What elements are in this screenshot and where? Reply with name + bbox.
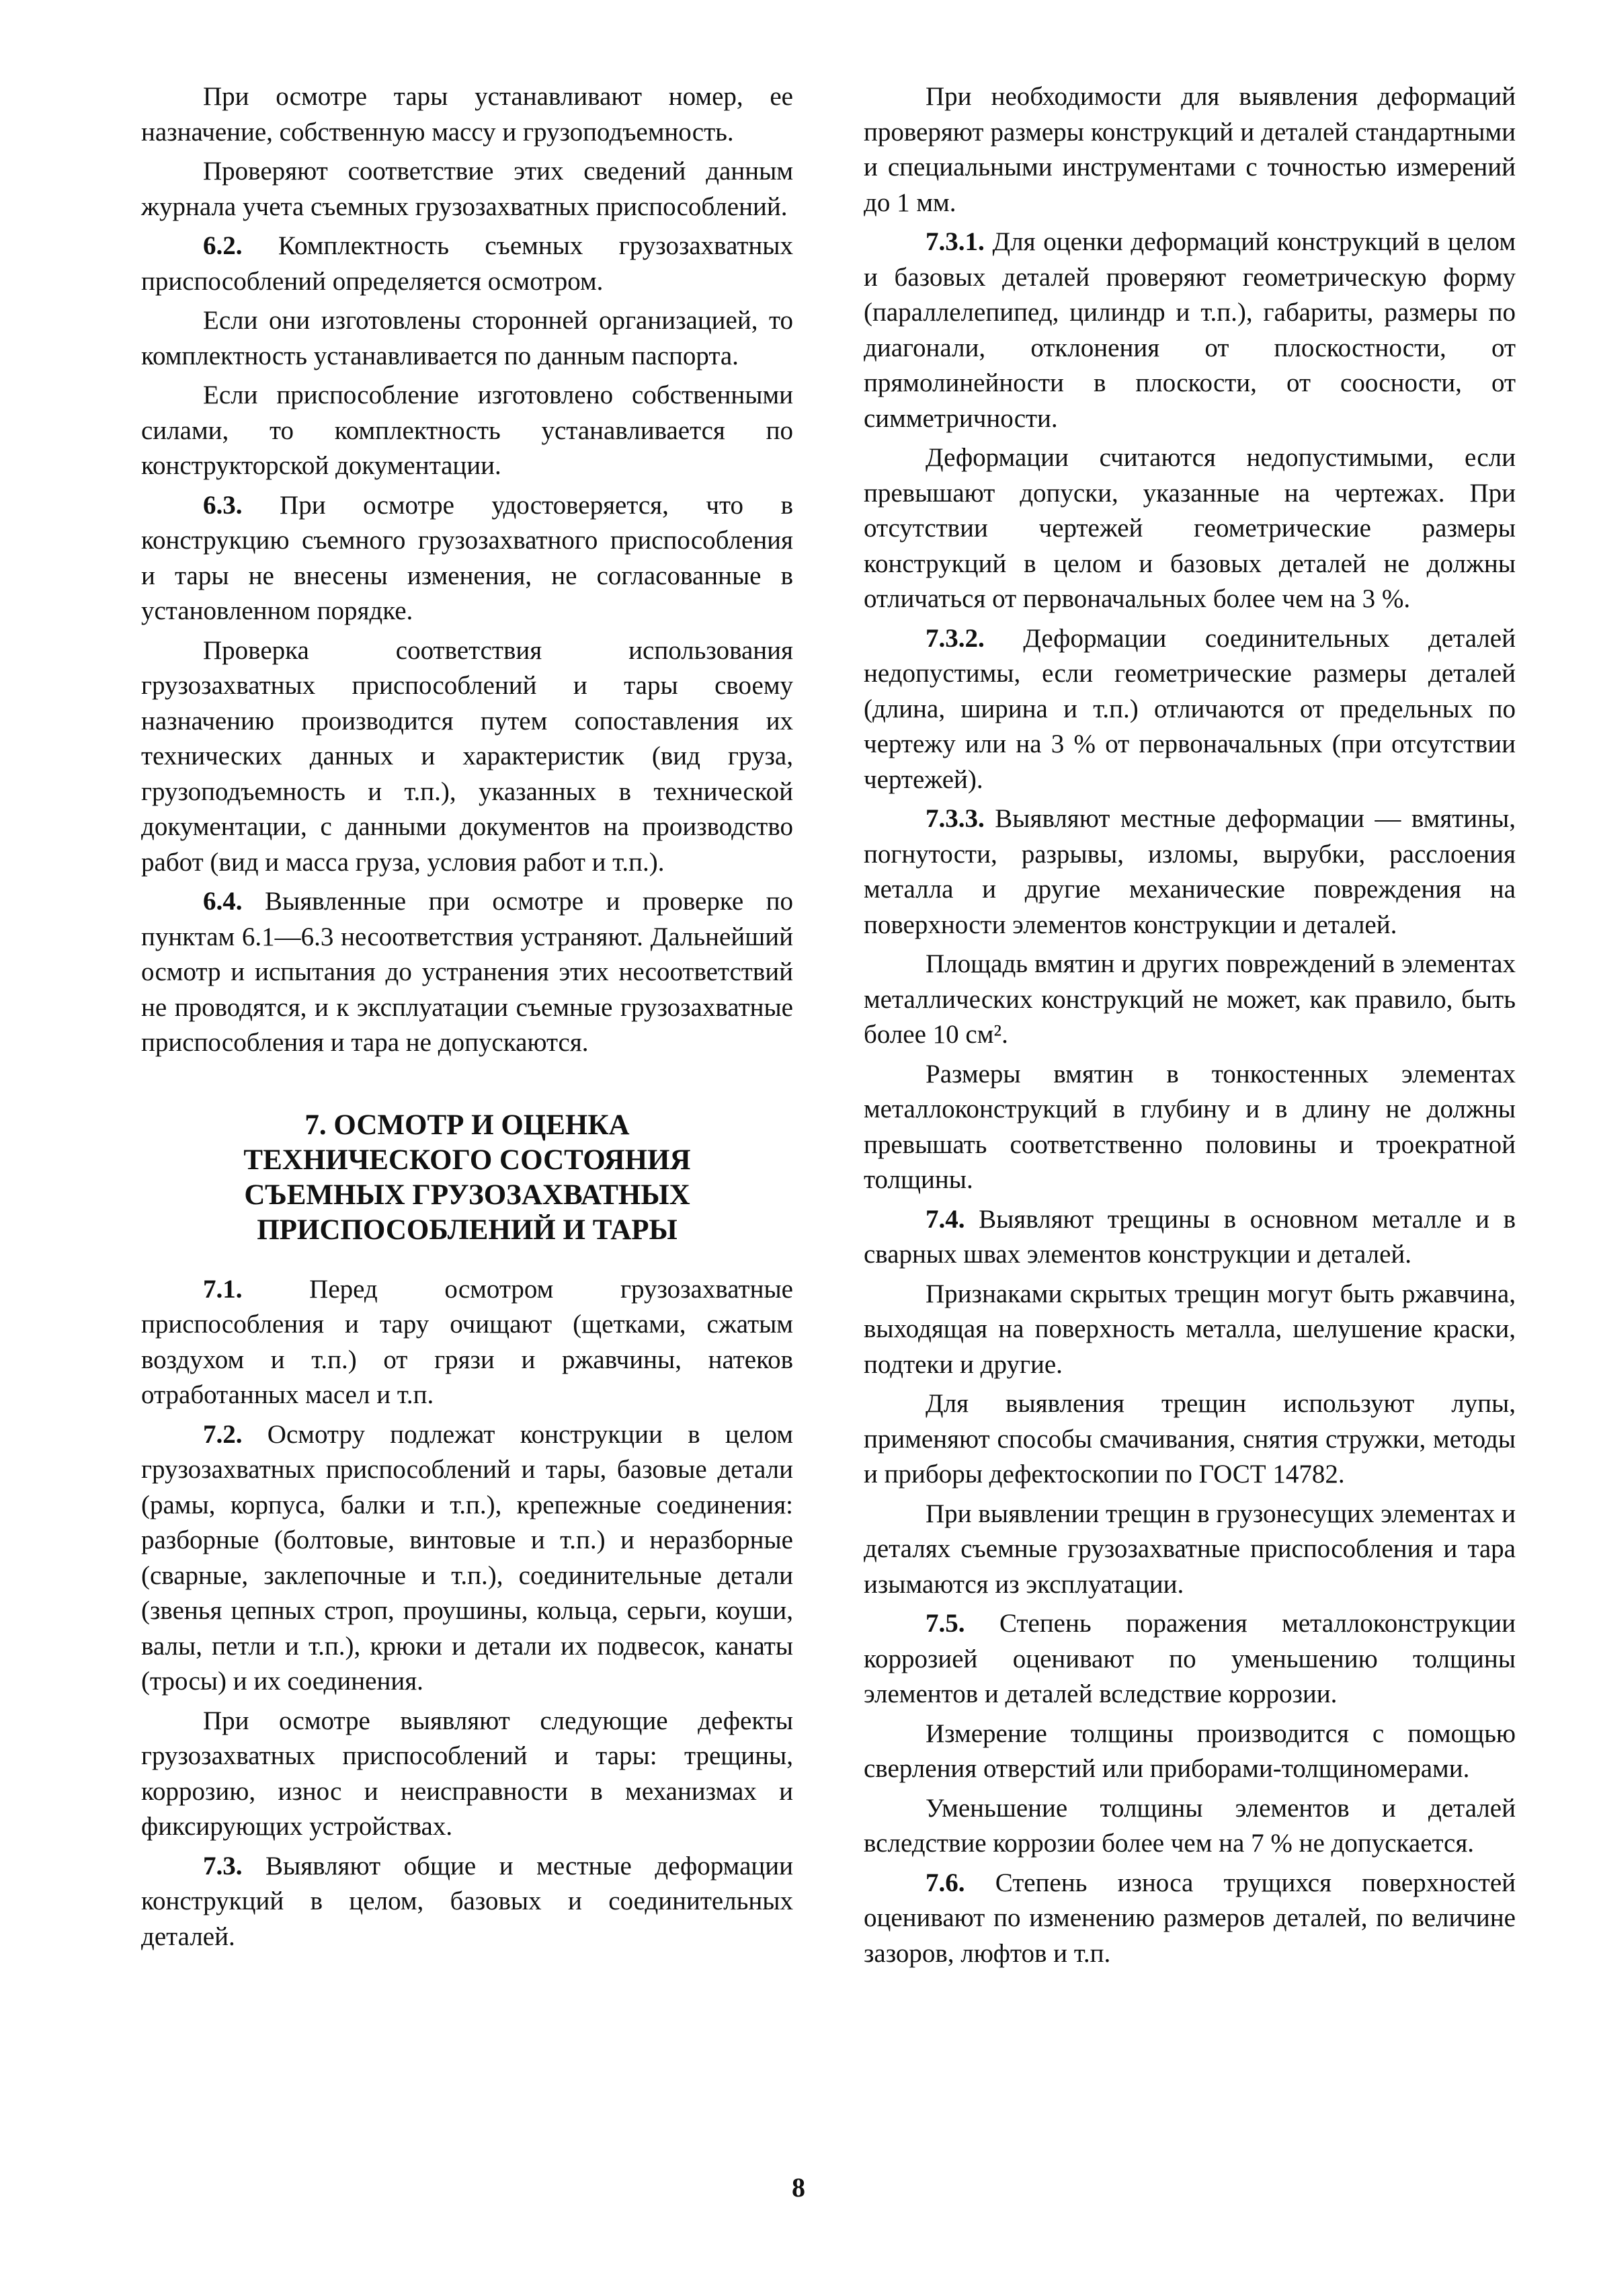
paragraph-text: Если они изготовлены сторонней организацией, то комплектность устанавливается по данным паспорта.: [141, 306, 793, 370]
paragraph-text: Уменьшение толщины элементов и деталей вследствие коррозии более чем на 7 % не допускается.: [864, 1793, 1516, 1858]
paragraph: [864, 621, 1516, 798]
paragraph: [864, 225, 1516, 436]
paragraph: [864, 1716, 1516, 1787]
paragraph: [141, 633, 793, 881]
clause-number: 7.3.3.: [926, 804, 985, 833]
paragraph: [864, 1497, 1516, 1603]
section-heading-line: 7. ОСМОТР И ОЦЕНКА: [304, 1109, 630, 1141]
paragraph: [141, 79, 793, 150]
paragraph: [141, 488, 793, 629]
paragraph-text: Если приспособление изготовлено собственными силами, то комплектность устанавливается по конструкторской документации.: [141, 381, 793, 480]
paragraph: [864, 79, 1516, 221]
section-heading-line: СЪЕМНЫХ ГРУЗОЗАХВАТНЫХ: [244, 1179, 690, 1211]
paragraph-text: Комплектность съемных грузозахватных приспособлений определяется осмотром.: [141, 231, 793, 296]
paragraph-text: Осмотру подлежат конструкции в целом грузозахватных приспособлений и тары, базовые детали (рамы, корпуса, балки и т.п.), крепежные соединения: разборные (болтовые, винтовые и т.п.) и неразборные (сварные, заклепочные и т.п.), соединительные детали (звенья цепных строп, проушины, кольца, серьги, коуши, валы, петли и т.п.), крюки и детали их подвесок, канаты (тросы) и их соединения.: [141, 1419, 793, 1696]
paragraph-text: Проверяют соответствие этих сведений данным журнала учета съемных грузозахватных приспособлений.: [141, 157, 793, 221]
page-number: 8: [792, 2172, 805, 2203]
paragraph-text: Измерение толщины производится с помощью сверления отверстий или приборами-толщиномерами.: [864, 1718, 1516, 1783]
clause-number: 7.2.: [203, 1419, 243, 1449]
clause-number: 7.3.2.: [926, 623, 985, 653]
paragraph: [141, 378, 793, 484]
paragraph-text: Проверка соответствия использования грузозахватных приспособлений и тары своему назначению производится путем сопоставления их технических данных и характеристик (вид груза, грузоподъемность и т.п.), указанных в технической документации, с данными документов на производство работ (вид и масса груза, условия работ и т.п.).: [141, 635, 793, 877]
right-column: [864, 79, 1516, 1975]
paragraph-text: Степень поражения металлоконструкции коррозией оценивают по уменьшению толщины элементов и деталей вследствие коррозии.: [864, 1609, 1516, 1708]
clause-number: 7.6.: [926, 1868, 965, 1897]
paragraph-text: При осмотре удостоверяется, что в конструкцию съемного грузозахватного приспособления и тары не внесены изменения, не согласованные в установленном порядке.: [141, 490, 793, 625]
paragraph: [141, 303, 793, 374]
section-heading-line: ПРИСПОСОБЛЕНИЙ И ТАРЫ: [257, 1214, 678, 1246]
paragraph: [864, 1386, 1516, 1493]
paragraph-text: Степень износа трущихся поверхностей оценивают по изменению размеров деталей, по величине зазоров, люфтов и т.п.: [864, 1868, 1516, 1968]
paragraph-text: При осмотре тары устанавливают номер, ее назначение, собственную массу и грузоподъемность.: [141, 82, 793, 147]
clause-number: 7.1.: [203, 1274, 243, 1304]
paragraph-text: При выявлении трещин в грузонесущих элементах и деталях съемные грузозахватные приспособления и тара изымаются из эксплуатации.: [864, 1499, 1516, 1599]
left-column: [141, 79, 793, 1958]
paragraph: [141, 1849, 793, 1955]
paragraph: [864, 440, 1516, 617]
clause-number: 7.3.1.: [926, 227, 985, 256]
paragraph: [864, 1866, 1516, 1972]
paragraph-text: Выявляют трещины в основном металле и в сварных швах элементов конструкции и деталей.: [864, 1204, 1516, 1269]
paragraph: [864, 1202, 1516, 1273]
paragraph-text: Размеры вмятин в тонкостенных элементах металлоконструкций в глубину и в длину не должны превышать соответственно половины и троекратной толщины.: [864, 1059, 1516, 1194]
clause-number: 6.2.: [203, 231, 243, 260]
paragraph: [141, 1272, 793, 1413]
clause-number: 7.3.: [203, 1851, 243, 1881]
paragraph: [141, 229, 793, 299]
paragraph-text: Деформации соединительных деталей недопустимы, если геометрические размеры деталей (длина, ширина и т.п.) отличаются от предельных по чертежу или на 3 % от первоначальных (при отсутствии чертежей).: [864, 623, 1516, 794]
paragraph: [864, 1606, 1516, 1712]
paragraph-text: Площадь вмятин и других повреждений в элементах металлических конструкций не может, как правило, быть более 10 см².: [864, 949, 1516, 1049]
paragraph-text: Деформации считаются недопустимыми, если превышают допуски, указанные на чертежах. При отсутствии чертежей геометрические размеры конструкций в целом и базовых деталей не должны отличаться от первоначальных более чем на 3 %.: [864, 443, 1516, 613]
section-heading: [141, 1108, 793, 1248]
paragraph: [864, 1277, 1516, 1383]
paragraph-text: При необходимости для выявления деформаций проверяют размеры конструкций и деталей стандартными и специальными инструментами с точностью измерений до 1 мм.: [864, 82, 1516, 217]
clause-number: 6.3.: [203, 490, 243, 520]
paragraph: [864, 1057, 1516, 1198]
paragraph-text: Выявляют местные деформации — вмятины, погнутости, разрывы, изломы, вырубки, расслоения металла и другие механические повреждения на поверхности элементов конструкции и деталей.: [864, 804, 1516, 939]
clause-number: 7.5.: [926, 1609, 965, 1638]
paragraph: [141, 1704, 793, 1845]
clause-number: 7.4.: [926, 1204, 965, 1234]
paragraph: [864, 801, 1516, 943]
clause-number: 6.4.: [203, 887, 243, 916]
paragraph-text: Признаками скрытых трещин могут быть ржавчина, выходящая на поверхность металла, шелушение краски, подтеки и другие.: [864, 1279, 1516, 1379]
section-heading-line: ТЕХНИЧЕСКОГО СОСТОЯНИЯ: [243, 1144, 691, 1176]
paragraph-text: Для выявления трещин используют лупы, применяют способы смачивания, снятия стружки, методы и приборы дефектоскопии по ГОСТ 14782.: [864, 1389, 1516, 1489]
paragraph: [141, 884, 793, 1061]
paragraph: [864, 1791, 1516, 1862]
paragraph: [141, 154, 793, 225]
paragraph-text: Для оценки деформаций конструкций в целом и базовых деталей проверяют геометрическую форму (параллелепипед, цилиндр и т.п.), габариты, размеры по диагонали, отклонения от плоскостности, от прямолинейности в плоскости, от соосности, от симметричности.: [864, 227, 1516, 433]
paragraph-text: При осмотре выявляют следующие дефекты грузозахватных приспособлений и тары: трещины, коррозию, износ и неисправности в механизмах и фиксирующих устройствах.: [141, 1706, 793, 1841]
paragraph: [864, 947, 1516, 1053]
paragraph: [141, 1417, 793, 1700]
paragraph-text: Выявленные при осмотре и проверке по пунктам 6.1—6.3 несоответствия устраняют. Дальнейший осмотр и испытания до устранения этих несоответствий не проводятся, и к эксплуатации съемные грузозахватные приспособления и тара не допускаются.: [141, 887, 793, 1057]
paragraph-text: Выявляют общие и местные деформации конструкций в целом, базовых и соединительных деталей.: [141, 1851, 793, 1951]
paragraph-text: Перед осмотром грузозахватные приспособления и тару очищают (щетками, сжатым воздухом и т.п.) от грязи и ржавчины, натеков отработанных масел и т.п.: [141, 1274, 793, 1409]
